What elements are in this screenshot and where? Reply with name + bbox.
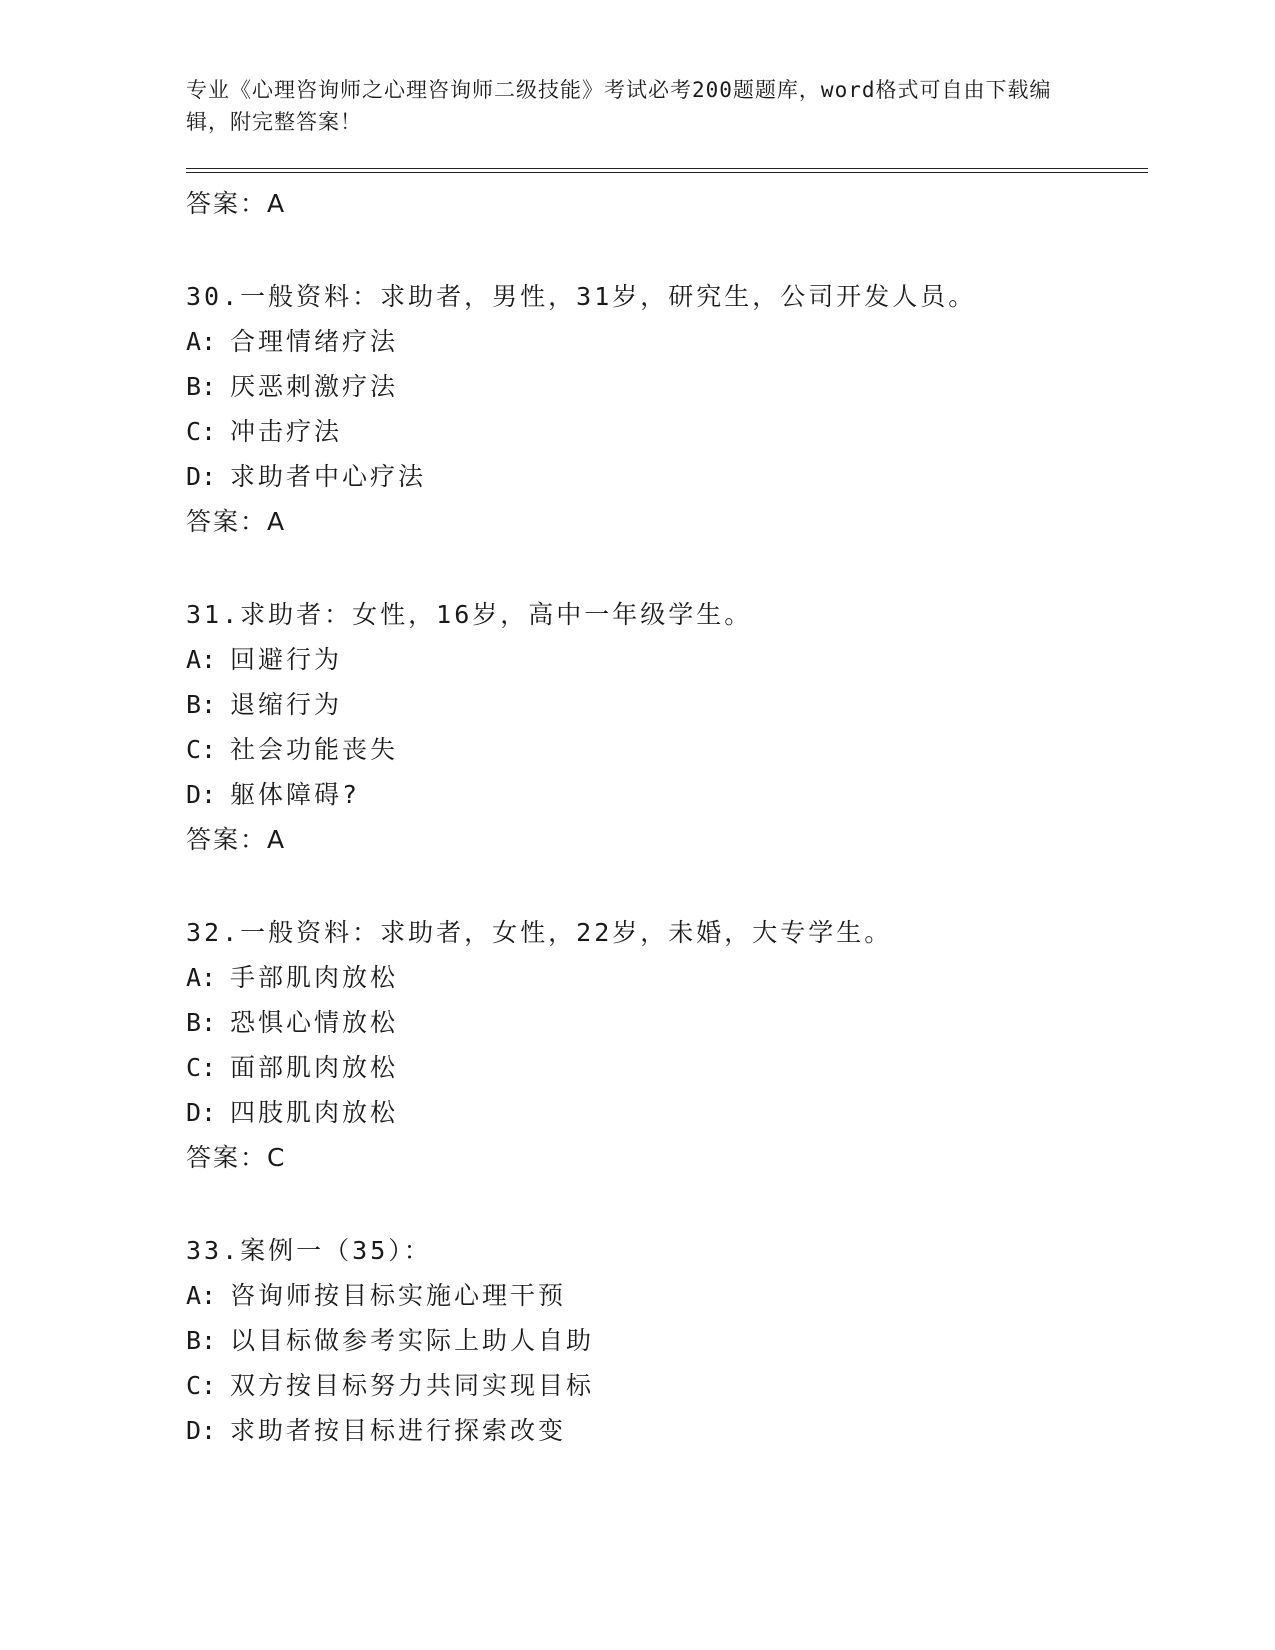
answer-line: 答案：C <box>186 1143 287 1172</box>
question-stem: 31.求助者：女性，16岁，高中一年级学生。 <box>186 600 753 629</box>
question-block <box>186 274 1146 544</box>
option-c <box>186 1045 1146 1090</box>
question-block <box>186 910 1146 1180</box>
answer-line: 答案：A <box>186 189 287 218</box>
option-text: 合理情绪疗法 <box>230 327 399 356</box>
option-letter: C: <box>186 1371 217 1400</box>
option-letter: B: <box>186 690 217 719</box>
answer-line: 答案：A <box>186 507 287 536</box>
option-b <box>186 682 1146 727</box>
option-b <box>186 1318 1146 1363</box>
option-letter: D: <box>186 1416 217 1445</box>
option-text: 恐惧心情放松 <box>230 1008 399 1037</box>
option-text: 手部肌肉放松 <box>230 963 399 992</box>
option-letter: A: <box>186 1281 217 1310</box>
option-text: 以目标做参考实际上助人自助 <box>230 1326 595 1355</box>
option-letter: B: <box>186 372 217 401</box>
document-page <box>186 74 1146 1453</box>
header-divider <box>186 168 1148 173</box>
option-d <box>186 1408 1146 1453</box>
option-text: 回避行为 <box>230 645 343 674</box>
option-a <box>186 637 1146 682</box>
option-b <box>186 364 1146 409</box>
option-text: 躯体障碍? <box>230 780 361 809</box>
option-c <box>186 409 1146 454</box>
option-text: 社会功能丧失 <box>230 735 399 764</box>
option-letter: A: <box>186 963 217 992</box>
option-letter: D: <box>186 1098 217 1127</box>
question-stem: 33.案例一（35）： <box>186 1236 432 1265</box>
option-text: 面部肌肉放松 <box>230 1053 399 1082</box>
option-text: 求助者中心疗法 <box>230 462 427 491</box>
option-d <box>186 1090 1146 1135</box>
option-text: 求助者按目标进行探索改变 <box>230 1416 567 1445</box>
option-text: 四肢肌肉放松 <box>230 1098 399 1127</box>
option-b <box>186 1000 1146 1045</box>
option-text: 厌恶刺激疗法 <box>230 372 399 401</box>
question-stem: 32.一般资料：求助者，女性，22岁，未婚，大专学生。 <box>186 918 893 947</box>
option-c <box>186 727 1146 772</box>
question-block <box>186 1228 1146 1453</box>
answer-line: 答案：A <box>186 825 287 854</box>
option-c <box>186 1363 1146 1408</box>
option-letter: D: <box>186 462 217 491</box>
option-d <box>186 772 1146 817</box>
option-a <box>186 1273 1146 1318</box>
option-letter: B: <box>186 1008 217 1037</box>
option-d <box>186 454 1146 499</box>
option-letter: C: <box>186 417 217 446</box>
option-letter: A: <box>186 645 217 674</box>
option-letter: C: <box>186 1053 217 1082</box>
option-letter: B: <box>186 1326 217 1355</box>
option-text: 咨询师按目标实施心理干预 <box>230 1281 567 1310</box>
option-a <box>186 955 1146 1000</box>
document-intro: 专业《心理咨询师之心理咨询师二级技能》考试必考200题题库，word格式可自由下载编辑，附完整答案！ <box>186 78 1052 134</box>
question-block <box>186 592 1146 862</box>
option-text: 冲击疗法 <box>230 417 343 446</box>
option-text: 双方按目标努力共同实现目标 <box>230 1371 595 1400</box>
option-text: 退缩行为 <box>230 690 343 719</box>
option-letter: A: <box>186 327 217 356</box>
option-letter: C: <box>186 735 217 764</box>
option-letter: D: <box>186 780 217 809</box>
question-stem: 30.一般资料：求助者，男性，31岁，研究生，公司开发人员。 <box>186 282 977 311</box>
option-a <box>186 319 1146 364</box>
